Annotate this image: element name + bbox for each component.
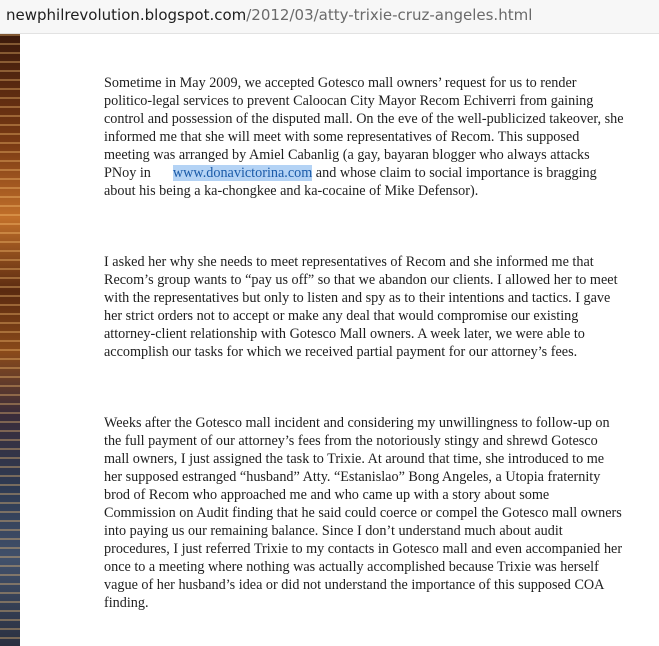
paragraph-1: [104, 74, 624, 200]
donavictorina-link[interactable]: www.donavictorina.com: [172, 165, 313, 181]
paragraph-2: I asked her why she needs to meet representatives of Recom and she informed me that Recom’s group wants to “pay us off” so that we abandon our clients. I allowed her to meet with the representatives but only to listen and spy as to their intentions and tactics. I gave her strict orders not to accept or make any deal that would compromise our existing attorney-client relationship with Gotesco Mall owners. A week later, we were able to accomplish our tasks for which we received partial payment for our attorney’s fees.: [104, 254, 618, 360]
paragraph-3: Weeks after the Gotesco mall incident and considering my unwillingness to follow-up on the full payment of our attorney’s fees from the notoriously stingy and shrewd Gotesco mall owners, I just assigned the task to Trixie. At around that time, she introduced to me her supposed estranged “husband” Atty. “Estanislao” Bong Angeles, a Utopia fraternity brod of Recom who approached me and who came up with a story about some Commission on Audit finding that he said could coerce or compel the Gotesco mall owners into paying us our remaining balance. Since I don’t understand much about audit procedures, I just referred Trixie to my contacts in Gotesco mall and even accompanied her once to a meeting where nothing was actually accomplished because Trixie was herself vague of her husband’s idea or did not understand the importance of this supposed COA finding.: [104, 415, 623, 611]
blog-post-body: [24, 34, 659, 646]
url-path: /2012/03/atty-trixie-cruz-angeles.html: [246, 6, 533, 24]
paragraph-1-text-end: and whose claim to social importance is bragging about his being a ka-chongkee and ka-cocaine of Mike Defensor).: [104, 165, 597, 199]
page-background-image: [0, 34, 22, 646]
address-bar[interactable]: [0, 0, 659, 34]
article-text: [104, 74, 624, 612]
url-host: newphilrevolution.blogspot.com: [6, 6, 247, 24]
paragraph-1-text: Sometime in May 2009, we accepted Gotesco mall owners’ request for us to render politico-legal services to prevent Caloocan City Mayor Recom Echiverri from gaining control and possession of the disputed mall. On the eve of the well-publicized takeover, she informed me that she will meet with some representatives of Recom. This supposed meeting was arranged by Amiel Cabanlig (a gay, bayaran blogger who always attacks PNoy in: [104, 75, 624, 181]
